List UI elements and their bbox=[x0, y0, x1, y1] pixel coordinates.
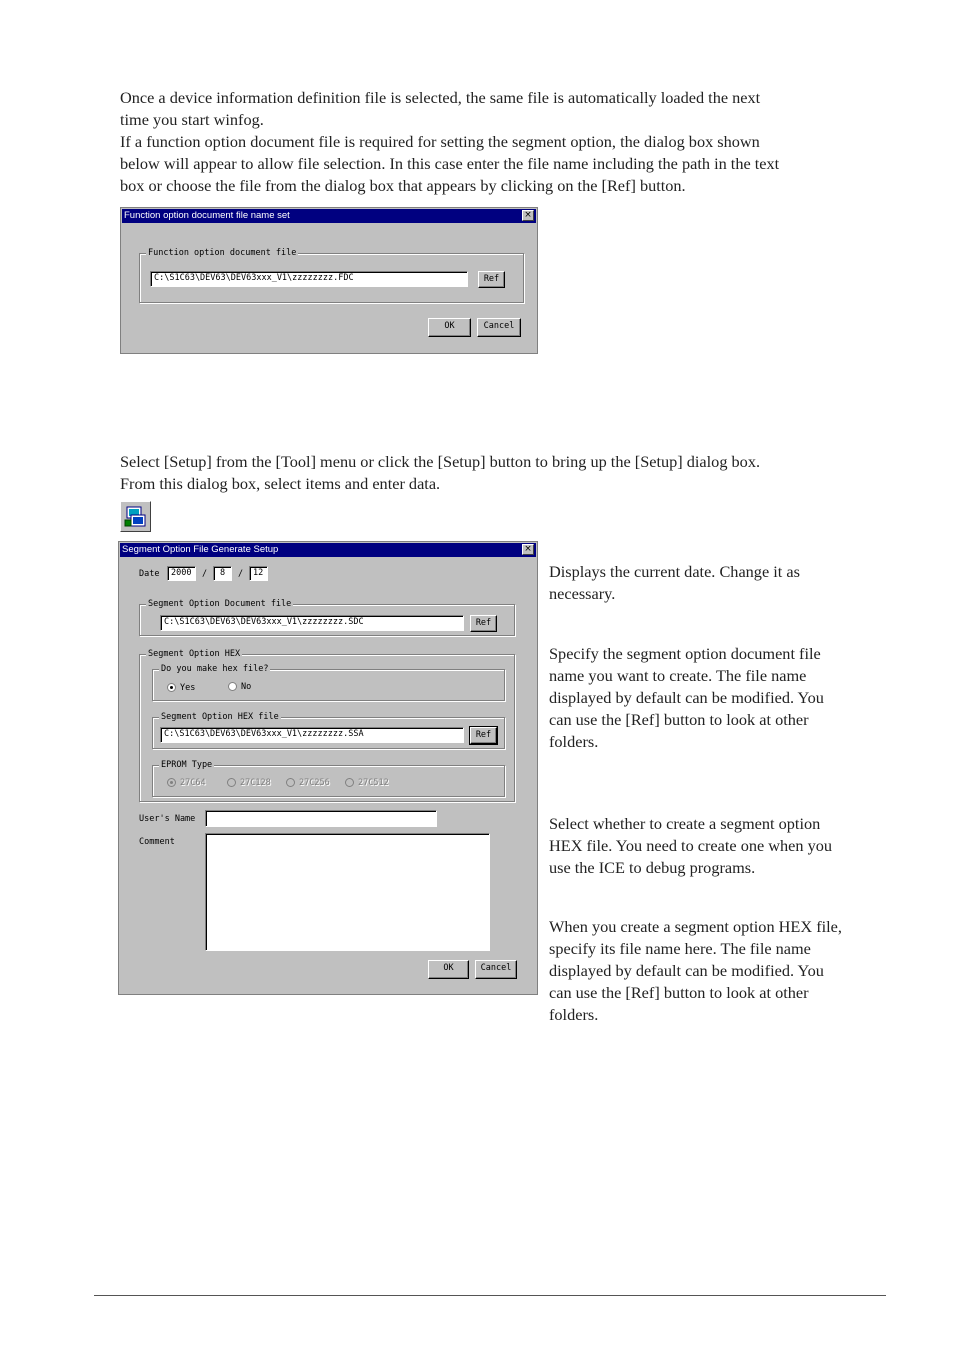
fod-group-label: Function option document file bbox=[148, 248, 297, 258]
dialog-title: Function option document file name set bbox=[124, 210, 290, 221]
description-line: Displays the current date. Change it as bbox=[549, 562, 800, 581]
hex-choice-description bbox=[549, 813, 889, 879]
yes-label: Yes bbox=[180, 683, 196, 693]
eprom-27c128-label: 27C128 bbox=[240, 778, 271, 788]
no-label: No bbox=[241, 682, 252, 692]
username-input[interactable] bbox=[205, 810, 437, 827]
hex-file-group bbox=[152, 712, 505, 749]
make-hex-label: Do you make hex file? bbox=[161, 664, 269, 674]
setup-intro-line: From this dialog box, select items and enter data. bbox=[120, 474, 441, 493]
description-line: can use the [Ref] button to look at other bbox=[549, 710, 809, 729]
date-label: Date bbox=[139, 569, 160, 579]
date-description bbox=[549, 561, 889, 605]
sdc-ref-button[interactable]: Ref bbox=[470, 615, 497, 632]
setup-intro-paragraph bbox=[120, 451, 890, 495]
eprom-27c512-radio[interactable] bbox=[345, 778, 354, 787]
date-month-input[interactable]: 8 bbox=[213, 566, 232, 581]
eprom-27c256-radio[interactable] bbox=[286, 778, 295, 787]
comment-textarea[interactable] bbox=[205, 833, 490, 951]
eprom-27c512-label: 27C512 bbox=[358, 778, 389, 788]
eprom-27c128-radio[interactable] bbox=[227, 778, 236, 787]
dialog-titlebar bbox=[122, 209, 536, 223]
ok-button[interactable]: OK bbox=[428, 318, 471, 337]
comment-label: Comment bbox=[139, 837, 175, 847]
description-line: HEX file. You need to create one when you bbox=[549, 836, 833, 855]
segment-option-setup-dialog bbox=[118, 541, 538, 995]
date-separator: / bbox=[202, 569, 208, 579]
intro-line: Once a device information definition file is selected, the same file is automatically loaded the next bbox=[120, 88, 761, 107]
description-line: necessary. bbox=[549, 584, 616, 603]
description-line: can use the [Ref] button to look at other bbox=[549, 983, 809, 1002]
sdc-group-label: Segment Option Document file bbox=[148, 599, 292, 609]
function-option-dialog bbox=[120, 207, 538, 354]
eprom-27c64-label: 27C64 bbox=[180, 778, 206, 788]
hex-ref-button[interactable]: Ref bbox=[470, 727, 497, 744]
description-line: Specify the segment option document file bbox=[549, 644, 821, 663]
make-hex-group bbox=[152, 664, 505, 701]
description-line: displayed by default can be modified. You bbox=[549, 688, 824, 707]
date-year-input[interactable]: 2000 bbox=[167, 566, 196, 581]
description-line: folders. bbox=[549, 1005, 599, 1024]
description-line: folders. bbox=[549, 732, 599, 751]
no-radio[interactable] bbox=[228, 682, 237, 691]
fod-path-input[interactable]: C:\S1C63\DEV63\DEV63xxx_V1\zzzzzzzz.FDC bbox=[150, 271, 468, 287]
date-separator: / bbox=[238, 569, 244, 579]
description-line: Select whether to create a segment option bbox=[549, 814, 821, 833]
hex-file-label: Segment Option HEX file bbox=[161, 712, 279, 722]
dialog-titlebar bbox=[120, 543, 536, 557]
footer-divider bbox=[94, 1295, 886, 1296]
sdc-file-group bbox=[139, 599, 515, 636]
ref-button[interactable]: Ref bbox=[478, 271, 505, 288]
description-line: displayed by default can be modified. You bbox=[549, 961, 824, 980]
hex-group bbox=[139, 649, 515, 802]
eprom-type-label: EPROM Type bbox=[161, 760, 213, 770]
description-line: name you want to create. The file name bbox=[549, 666, 807, 685]
date-day-input[interactable]: 12 bbox=[249, 566, 268, 581]
cancel-button[interactable]: Cancel bbox=[475, 960, 517, 979]
hex-path-input[interactable]: C:\S1C63\DEV63\DEV63xxx_V1\zzzzzzzz.SSA bbox=[160, 727, 464, 743]
sdc-description bbox=[549, 643, 889, 753]
intro-line: If a function option document file is required for setting the segment option, the dialog box shown bbox=[120, 132, 760, 151]
close-icon[interactable]: × bbox=[522, 210, 534, 221]
ok-button[interactable]: OK bbox=[428, 960, 469, 979]
intro-line: box or choose the file from the dialog box that appears by clicking on the [Ref] button. bbox=[120, 176, 686, 195]
dialog-title: Segment Option File Generate Setup bbox=[122, 544, 279, 555]
sdc-path-input[interactable]: C:\S1C63\DEV63\DEV63xxx_V1\zzzzzzzz.SDC bbox=[160, 615, 464, 631]
fod-file-group bbox=[139, 248, 524, 303]
hex-group-label: Segment Option HEX bbox=[148, 649, 241, 659]
setup-tool-icon[interactable] bbox=[120, 501, 151, 532]
intro-line: below will appear to allow file selection. In this case enter the file name including the path in the text bbox=[120, 154, 780, 173]
username-label: User's Name bbox=[139, 814, 196, 824]
eprom-27c64-radio[interactable] bbox=[167, 778, 176, 787]
yes-radio[interactable] bbox=[167, 683, 176, 692]
eprom-type-group bbox=[152, 760, 505, 797]
description-line: When you create a segment option HEX file, bbox=[549, 917, 842, 936]
description-line: use the ICE to debug programs. bbox=[549, 858, 756, 877]
setup-intro-line: Select [Setup] from the [Tool] menu or click the [Setup] button to bring up the [Setup] dialog box. bbox=[120, 452, 761, 471]
cancel-button[interactable]: Cancel bbox=[477, 318, 521, 337]
eprom-27c256-label: 27C256 bbox=[299, 778, 330, 788]
close-icon[interactable]: × bbox=[522, 544, 534, 555]
intro-line: time you start winfog. bbox=[120, 110, 264, 129]
description-line: specify its file name here. The file name bbox=[549, 939, 811, 958]
intro-paragraph bbox=[120, 87, 890, 197]
hex-file-description bbox=[549, 916, 889, 1026]
